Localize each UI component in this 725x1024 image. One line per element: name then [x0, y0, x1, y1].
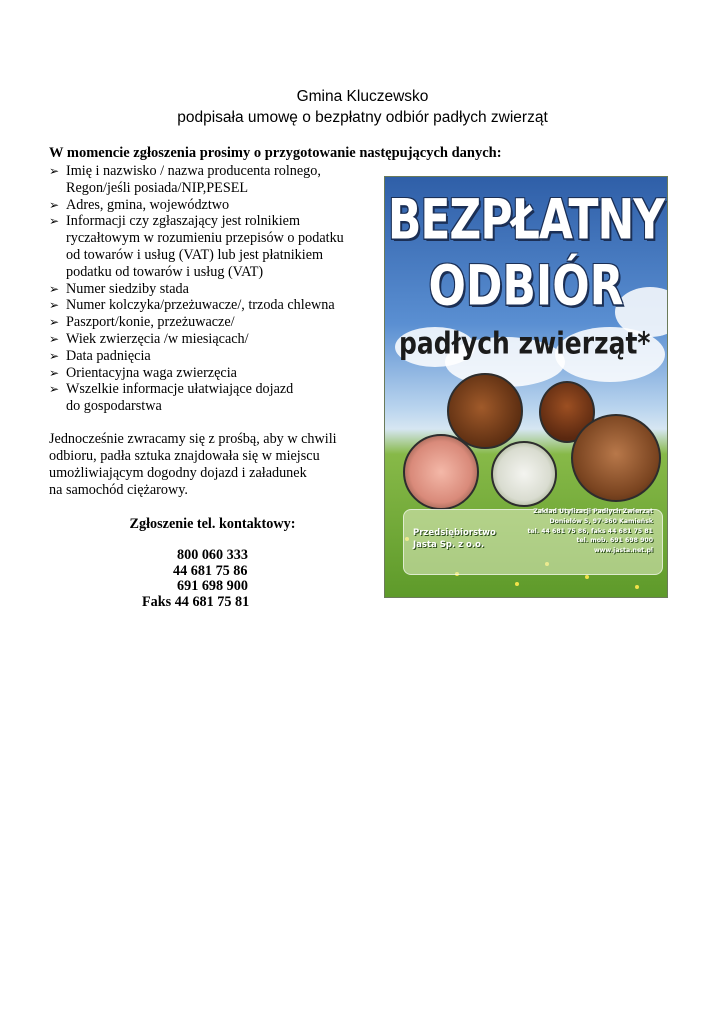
company-name	[413, 527, 496, 551]
request-paragraph	[49, 431, 379, 499]
list-item-text: Imię i nazwisko / nazwa producenta rolnego,	[66, 163, 321, 179]
paragraph-line: na samochód ciężarowy.	[49, 482, 188, 498]
list-item-text: Numer kolczyka/przeżuwacze/, trzoda chlewna	[66, 297, 335, 314]
paragraph-line: Jednocześnie zwracamy się z prośbą, aby w chwili	[49, 431, 337, 447]
list-item	[49, 365, 379, 382]
company-contact-line: tel. 44 681 75 86, faks 44 681 75 81	[527, 527, 653, 535]
arrow-bullet-icon: ➢	[49, 164, 60, 178]
flower-dot	[515, 582, 519, 586]
arrow-bullet-icon: ➢	[49, 281, 60, 296]
company-contact-line: Zakład Utylizacji Padłych Zwierząt	[533, 508, 653, 515]
company-contact	[523, 507, 653, 556]
phone-number: 691 698 900	[177, 578, 248, 594]
poster-image	[384, 176, 668, 598]
list-item	[49, 314, 379, 331]
intro-heading: W momencie zgłoszenia prosimy o przygotowanie następujących danych:	[49, 145, 502, 161]
arrow-bullet-icon: ➢	[49, 214, 60, 229]
list-item	[49, 163, 379, 197]
phone-number: 44 681 75 86	[173, 562, 248, 579]
flower-dot	[585, 575, 589, 579]
page-subtitle: podpisała umowę o bezpłatny odbiór padłych zwierząt	[177, 109, 548, 126]
arrow-bullet-icon: ➢	[49, 298, 60, 313]
list-item	[49, 197, 379, 214]
arrow-bullet-icon: ➢	[49, 197, 60, 212]
list-item	[49, 348, 379, 365]
list-item-text: Paszport/konie, przeżuwacze/	[66, 314, 235, 331]
company-name-line: Jasta Sp. z o.o.	[413, 540, 485, 550]
list-item-text: Numer siedziby stada	[66, 280, 189, 297]
arrow-bullet-icon: ➢	[49, 365, 60, 380]
company-contact-line: tel. mob. 691 698 900	[576, 537, 653, 545]
arrow-bullet-icon: ➢	[49, 331, 60, 346]
list-item-text: Data padnięcia	[66, 347, 151, 364]
list-item-text: Regon/jeśli posiada/NIP,PESEL	[66, 179, 249, 196]
flower-dot	[635, 585, 639, 589]
list-item	[49, 381, 379, 415]
pig-icon	[403, 434, 479, 510]
phone-number: 800 060 333	[177, 547, 248, 563]
required-data-list	[49, 163, 379, 415]
fax-number: Faks 44 681 75 81	[142, 593, 250, 610]
arrow-bullet-icon: ➢	[49, 315, 60, 330]
arrow-bullet-icon: ➢	[49, 382, 60, 397]
list-item-text: do gospodarstwa	[66, 398, 162, 415]
company-contact-line: Doniełów 5, 97-360 Kamieńsk	[549, 517, 653, 525]
poster-subheadline: padłych zwierząt*	[399, 326, 651, 361]
list-item	[49, 281, 379, 298]
list-item-text: Adres, gmina, województwo	[66, 196, 230, 213]
list-item-text: Wszelkie informacje ułatwiające dojazd	[66, 381, 294, 398]
arrow-bullet-icon: ➢	[49, 348, 60, 363]
poster-headline: BEZPŁATNY	[387, 188, 665, 253]
list-item-text: ryczałtowym w rozumieniu przepisów o podatku	[66, 230, 344, 247]
list-item-text: Informacji czy zgłaszający jest rolnikiem	[66, 213, 300, 230]
cattle-icon	[571, 414, 661, 502]
list-item	[49, 331, 379, 348]
sheep-icon	[491, 441, 557, 507]
paragraph-line: odbioru, padła sztuka znajdowała się w miejscu	[49, 448, 320, 464]
list-item-text: Wiek zwierzęcia /w miesiącach/	[66, 330, 249, 347]
list-item	[49, 213, 379, 280]
poster-headline: ODBIÓR	[428, 254, 624, 319]
contact-label: Zgłoszenie tel. kontaktowy:	[129, 516, 296, 532]
list-item-text: od towarów i usług (VAT) lub jest płatnikiem	[66, 246, 324, 263]
paragraph-line: umożliwiającym dogodny dojazd i załadunek	[49, 465, 307, 481]
list-item-text: podatku od towarów i usług (VAT)	[66, 263, 264, 280]
page-title: Gmina Kluczewsko	[296, 88, 429, 105]
company-name-line: Przedsiębiorstwo	[413, 528, 496, 538]
list-item	[49, 297, 379, 314]
company-contact-line: www.jasta.net.pl	[593, 547, 653, 555]
contact-phones	[130, 548, 290, 610]
list-item-text: Orientacyjna waga zwierzęcia	[66, 364, 237, 381]
